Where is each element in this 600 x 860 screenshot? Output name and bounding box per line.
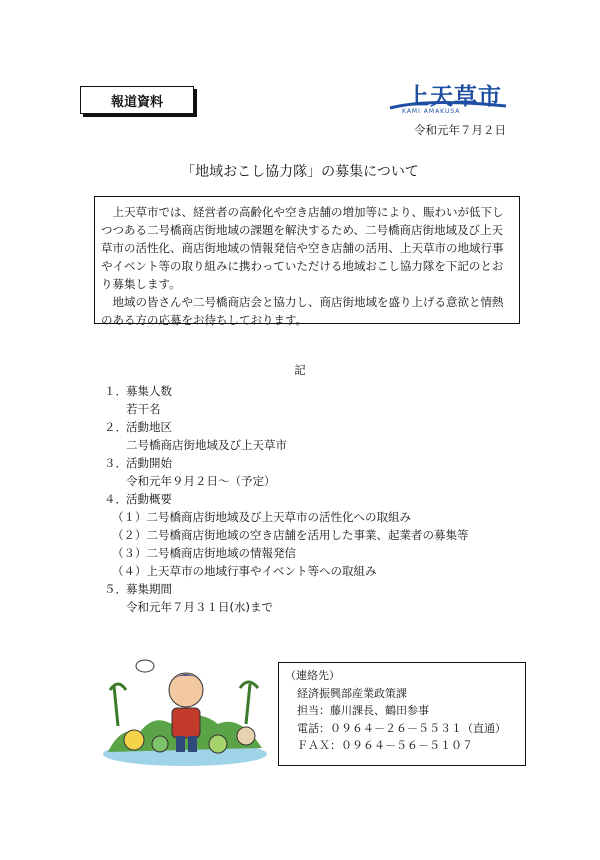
item-detail: 若干名 xyxy=(126,402,161,416)
list-item xyxy=(104,418,524,436)
item-detail: （２）二号橋商店街地域の空き店舗を活用した事業、起業者の募集等 xyxy=(112,528,469,542)
logo-subtext: KAMI AMAKUSA xyxy=(402,108,461,115)
press-release-label-text: 報道資料 xyxy=(110,94,163,110)
item-number: １． xyxy=(104,384,127,398)
item-heading: 活動地区 xyxy=(126,420,172,434)
logo-text: 上天草市 xyxy=(406,83,502,110)
item-number: ３． xyxy=(104,456,127,470)
list-item xyxy=(104,490,524,508)
contact-person: 担当：藤川課長、鶴田参事 xyxy=(297,704,429,717)
item-detail: 令和元年９月２日～（予定） xyxy=(126,474,276,488)
intro-paragraph-2: 地域の皆さんや二号橋商店会と協力し、商店街地域を盛り上げる意欲と情熱のある方の応募をお待ちしております。 xyxy=(101,295,504,327)
page-title: 「地域おこし協力隊」の募集について xyxy=(181,164,419,180)
item-detail: 令和元年７月３１日(水)まで xyxy=(126,600,273,614)
item-detail: （３）二号橋商店街地域の情報発信 xyxy=(112,546,296,560)
item-number: ２． xyxy=(104,420,127,434)
list-item xyxy=(104,382,524,400)
item-heading: 募集人数 xyxy=(126,384,172,398)
item-heading: 募集期間 xyxy=(126,582,172,596)
item-detail: 二号橋商店街地域及び上天草市 xyxy=(126,438,287,452)
list-item xyxy=(104,454,524,472)
release-date: 令和元年７月２日 xyxy=(414,123,506,137)
item-number: ５． xyxy=(104,582,127,596)
contact-phone: 電話：０９６４－２６－５５３１（直通） xyxy=(297,721,506,735)
item-number: ４． xyxy=(104,492,127,506)
item-heading: 活動開始 xyxy=(126,456,172,470)
contact-department: 経済振興部産業政策課 xyxy=(297,686,407,700)
item-list xyxy=(104,382,524,616)
intro-paragraph-1: 上天草市では、経営者の高齢化や空き店舗の増加等により、賑わいが低下しつつある二号橋商店街地域の課題を解決するため、二号橋商店街地域及び上天草市の活性化、商店街地域の情報発信や空き店舗の活用、上天草市の地域行事やイベント等の取り組みに携わっていただける地域おこし協力隊を下記のとおり募集します。 xyxy=(101,205,504,291)
item-detail: （４）上天草市の地域行事やイベント等への取組み xyxy=(112,564,377,578)
city-logo xyxy=(388,78,508,118)
contact-fax: ＦＡＸ：０９６４－５６－５１０７ xyxy=(297,739,473,752)
ki-heading: 記 xyxy=(294,363,306,377)
contact-box xyxy=(278,662,526,766)
item-heading: 活動概要 xyxy=(126,492,172,506)
intro-box xyxy=(94,196,520,327)
contact-heading: （連絡先） xyxy=(285,669,340,682)
list-item xyxy=(104,580,524,598)
item-detail: （１）二号橋商店街地域及び上天草市の活性化への取組み xyxy=(112,510,411,524)
press-release-label xyxy=(80,86,194,114)
mascot-illustration-icon xyxy=(100,656,270,766)
